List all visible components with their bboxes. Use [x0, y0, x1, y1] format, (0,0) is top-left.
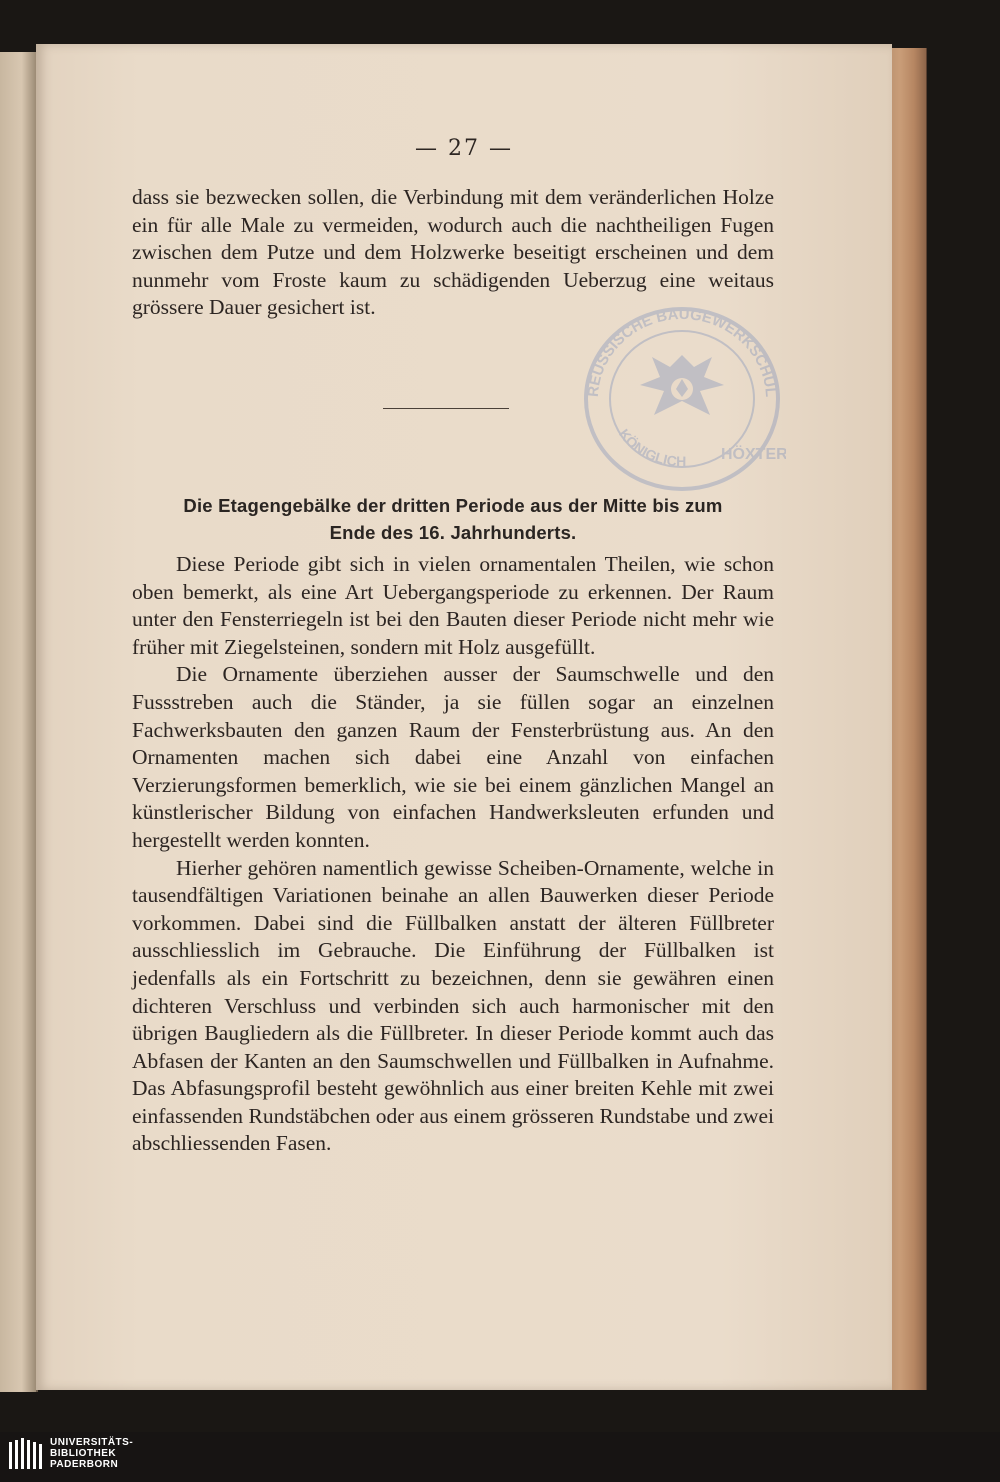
continued-paragraph: dass sie bezwecken sollen, die Verbindung mit dem veränderlichen Holze ein für alle Male zu vermeiden, wodurch auch die nachtheiligen Fugen zwischen dem Putze und dem Holzwerke beseitigt erscheinen und dem nunmehr vom Froste kaum zu schädigenden Ueberzug eine weitaus grössere Dauer gesichert ist.: [132, 185, 774, 320]
section-divider: [383, 408, 509, 409]
right-page-edge: [886, 48, 927, 1390]
book-page: [36, 44, 892, 1390]
library-logo-icon: [7, 1437, 45, 1473]
stamp-icon: [578, 301, 786, 497]
heading-line-1: Die Etagengebälke der dritten Periode aus der Mitte bis zum: [183, 495, 723, 516]
library-stamp: [578, 301, 786, 497]
library-footer: [0, 1432, 1000, 1482]
library-logo-text: [50, 1437, 133, 1470]
stamp-text-right: HÖXTER: [721, 446, 786, 463]
section-heading: [132, 492, 774, 546]
body-paragraph-3: Hierher gehören namentlich gewisse Scheiben-Ornamente, welche in tausendfältigen Variationen beinahe an allen Bauwerken dieser Periode vorkommen. Dabei sind die Füllbalken anstatt der älteren Füllbreter ausschliesslich im Gebrauche. Die Einführung der Füllbalken ist jedenfalls als ein Fortschritt zu bezeichnen, denn sie gewähren einen dichteren Verschluss und verbinden sich auch harmonischer mit den übrigen Baugliedern als die Füllbreter. In dieser Periode kommt auch das Abfasen der Kanten an den Saumschwellen und Füllbalken in Aufnahme. Das Abfasungsprofil besteht gewöhnlich aus einer breiten Kehle mit zwei einfassenden Rundstäbchen oder aus einem grösseren Rundstabe und zwei abschliessenden Fasen.: [132, 855, 774, 1156]
library-name-line-3: PADERBORN: [50, 1459, 119, 1470]
body-paragraph-1: Diese Periode gibt sich in vielen ornamentalen Theilen, wie schon oben bemerkt, als eine Art Uebergangsperiode zu erkennen. Der Raum unter den Fensterriegeln ist bei den Bauten dieser Periode nicht mehr wie früher mit Ziegelsteinen, sondern mit Holz ausgefüllt.: [132, 552, 774, 659]
svg-text:KÖNIGLICH: [616, 426, 686, 469]
body-text-block: [132, 551, 774, 1158]
body-paragraph-2: Die Ornamente überziehen ausser der Saumschwelle und den Fussstreben auch die Ständer, ja sie füllen sogar an einzelnen Fachwerksbauten den ganzen Raum der Fensterbrüstung aus. An den Ornamenten machen sich dabei eine Anzahl von einfachen Verzierungsformen bemerklich, wie sie bei einem gänzlichen Mangel an künstlerischer Bildung von einfachen Handwerksleuten erfunden und hergestellt werden konnten.: [132, 662, 774, 852]
eagle-icon: [640, 355, 724, 415]
stamp-text-top: REUSSISCHE BAUGEWERKSCHUL: [584, 305, 780, 398]
stamp-text-left: KÖNIGLICH: [615, 425, 687, 470]
page-number: — 27 —: [415, 136, 513, 161]
heading-line-2: Ende des 16. Jahrhunderts.: [329, 522, 577, 543]
library-name-line-2: BIBLIOTHEK: [50, 1448, 117, 1459]
library-name-line-1: UNIVERSITÄTS-: [50, 1437, 134, 1448]
left-page-edge: [0, 52, 38, 1392]
